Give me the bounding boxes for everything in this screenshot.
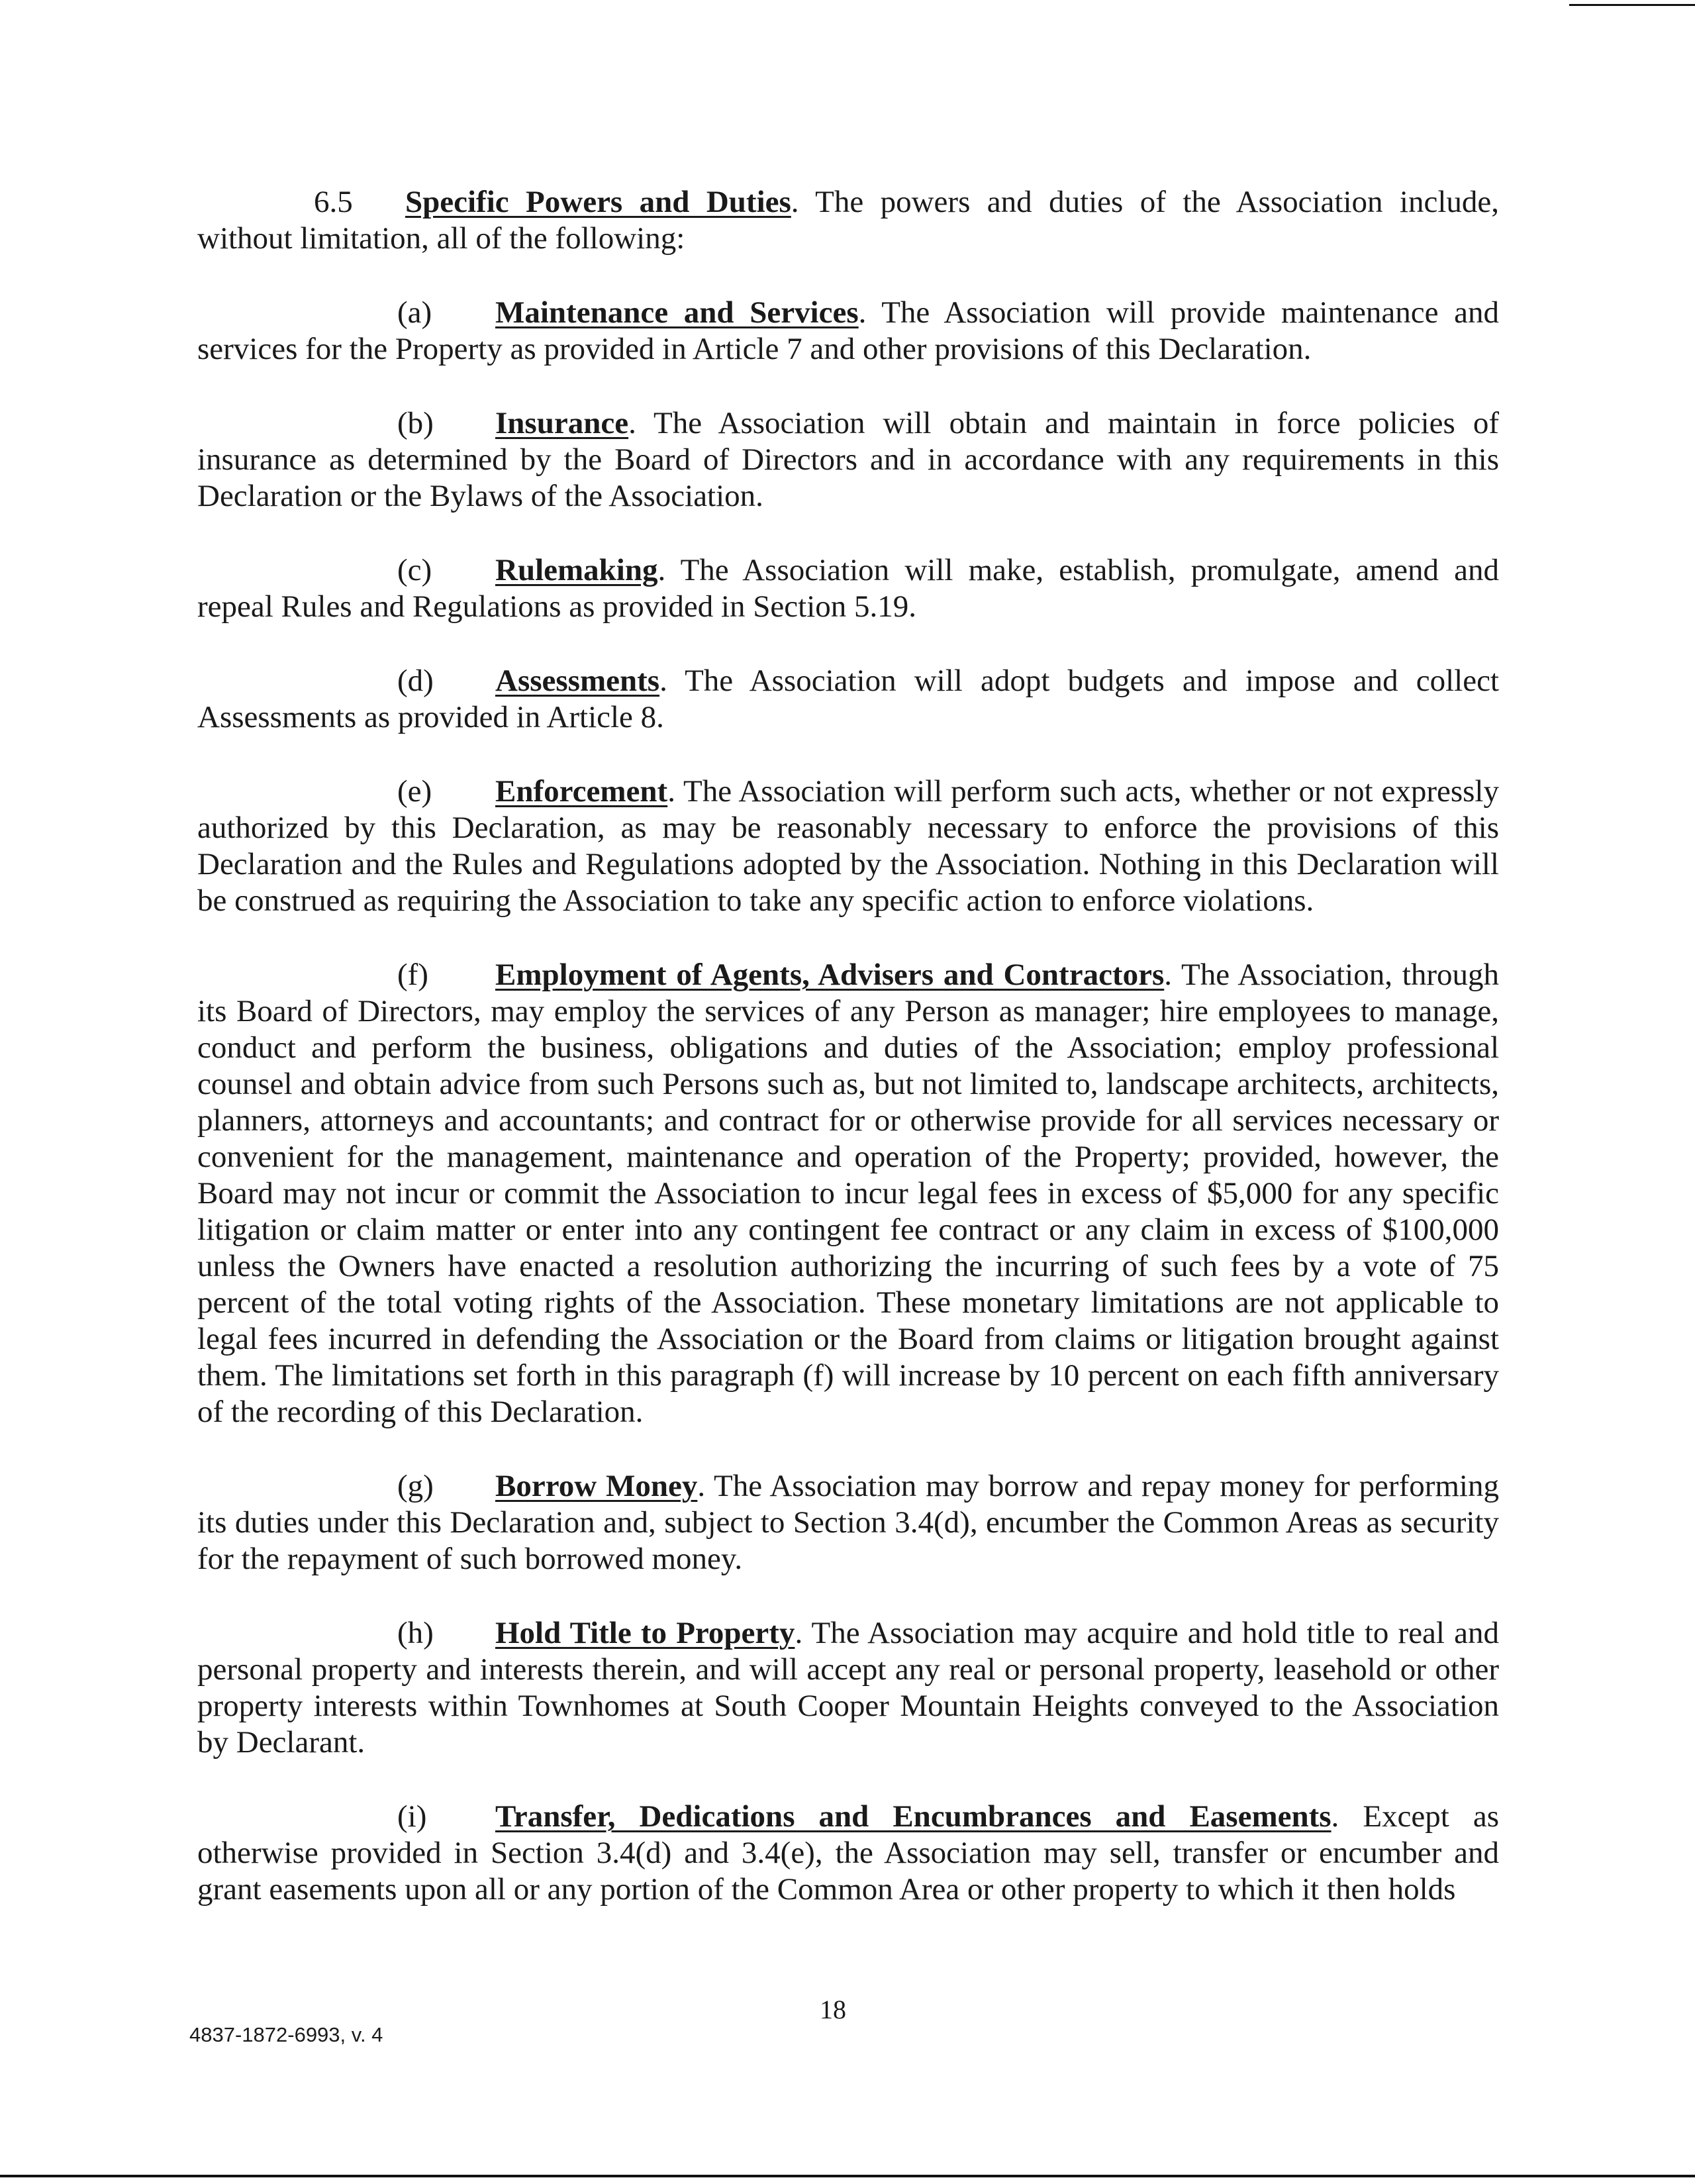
item-a: [197, 295, 1499, 368]
item-b: [197, 405, 1499, 515]
item-heading: Borrow Money: [495, 1469, 698, 1503]
item-label: (i): [397, 1799, 427, 1834]
item-heading: Insurance: [495, 406, 629, 440]
item-label: (f): [397, 958, 428, 992]
item-label: (h): [397, 1616, 434, 1650]
item-text: . The Association, through its Board of Directors, may employ the services of any Person as manager; hire employees to manage, conduct and perform the business, obligations and duties of the Association; employ professional counsel and obtain advice from such Persons such as, but not limited to, landscape architects, architects, planners, attorneys and accountants; and contract for or otherwise provide for all services necessary or convenient for the management, maintenance and operation of the Property; provided, however, the Board may not incur or commit the Association to incur legal fees in excess of $5,000 for any specific litigation or claim matter or enter into any contingent fee contract or any claim in excess of $100,000 unless the Owners have enacted a resolution authorizing the incurring of such fees by a vote of 75 percent of the total voting rights of the Association. These monetary limitations are not applicable to legal fees incurred in defending the Association or the Board from claims or litigation brought against them. The limitations set forth in this paragraph (f) will increase by 10 percent on each fifth anniversary of the recording of this Declaration.: [197, 958, 1500, 1429]
item-label: (b): [397, 406, 434, 440]
item-label: (c): [397, 553, 432, 587]
item-heading: Maintenance and Services: [495, 295, 859, 330]
item-label: (g): [397, 1469, 434, 1503]
document-id: 4837-1872-6993, v. 4: [189, 2023, 383, 2046]
item-heading: Transfer, Dedications and Encumbrances and Easements: [495, 1799, 1332, 1834]
item-heading: Assessments: [495, 664, 660, 698]
item-label: (d): [397, 664, 434, 698]
item-text: . The Association will make, establish, promulgate, amend and repeal Rules and Regulations as provided in Section 5.19.: [197, 553, 1499, 624]
item-label: (e): [397, 774, 432, 809]
section-6-5: [197, 184, 1499, 257]
item-i: [197, 1799, 1499, 1908]
item-text: . Except as otherwise provided in Section 3.4(d) and 3.4(e), the Association may sell, transfer or encumber and grant easements upon all or any portion of the Common Area or other property to which it then holds: [197, 1799, 1499, 1907]
item-text: . The Association will provide maintenance and services for the Property as provided in Article 7 and other provisions of this Declaration.: [197, 295, 1500, 366]
item-f: [197, 957, 1499, 1430]
item-e: [197, 773, 1499, 919]
item-heading: Enforcement: [495, 774, 668, 809]
item-heading: Rulemaking: [495, 553, 658, 587]
section-number: 6.5: [314, 185, 353, 219]
section-text: . The powers and duties of the Association include, without limitation, all of the following:: [197, 185, 1500, 256]
item-text: . The Association may borrow and repay money for performing its duties under this Declaration and, subject to Section 3.4(d), encumber the Common Areas as security for the repayment of such borrowed money.: [197, 1469, 1499, 1576]
top-rule: [1569, 4, 1695, 6]
item-text: . The Association will adopt budgets and impose and collect Assessments as provided in Article 8.: [197, 664, 1499, 734]
item-g: [197, 1468, 1499, 1577]
page-number: 18: [820, 1995, 846, 2024]
item-label: (a): [397, 295, 432, 330]
item-h: [197, 1615, 1499, 1761]
item-text: . The Association may acquire and hold title to real and personal property and interests therein, and will accept any real or personal property, leasehold or other property interests within Townhomes at South Cooper Mountain Heights conveyed to the Association by Declarant.: [197, 1616, 1500, 1760]
document-body: [197, 184, 1499, 1946]
bottom-rule: [0, 2175, 1695, 2177]
item-heading: Hold Title to Property: [495, 1616, 795, 1650]
item-text: . The Association will obtain and maintain in force policies of insurance as determined by the Board of Directors and in accordance with any requirements in this Declaration or the Bylaws of the Association.: [197, 406, 1499, 513]
section-heading: Specific Powers and Duties: [405, 185, 791, 219]
item-text: . The Association will perform such acts, whether or not expressly authorized by this Declaration, as may be reasonably necessary to enforce the provisions of this Declaration and the Rules and Regulations adopted by the Association. Nothing in this Declaration will be construed as requiring the Association to take any specific action to enforce violations.: [197, 774, 1499, 918]
item-heading: Employment of Agents, Advisers and Contractors: [495, 958, 1165, 992]
item-d: [197, 663, 1499, 736]
item-c: [197, 552, 1499, 625]
